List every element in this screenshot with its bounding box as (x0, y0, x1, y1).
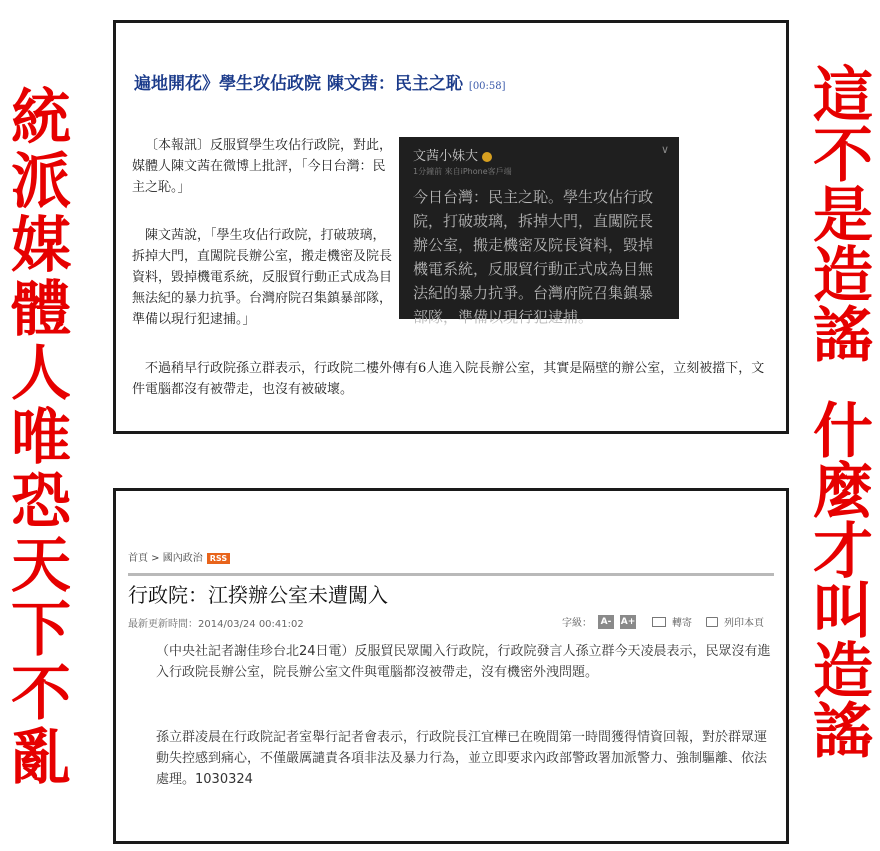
article-tools (562, 614, 764, 629)
crown-icon (482, 152, 492, 162)
print-link[interactable]: 列印本頁 (724, 618, 764, 629)
rss-icon[interactable]: RSS (207, 553, 230, 564)
bottom-article-title: 行政院：江揆辦公室未遭闖入 (128, 583, 388, 607)
right-banner-char: 麼 (813, 457, 873, 527)
bottom-article-paragraph-1: （中央社記者謝佳珍台北24日電）反服貿民眾闖入行政院，行政院發言人孫立群今天凌晨表示，民眾沒有進入行政院長辦公室，院長辦公室文件與電腦都沒被帶走，沒有機密外洩問題。 (156, 644, 771, 680)
top-article-paragraph-3: 不過稍早行政院孫立群表示，行政院二樓外傳有6人進入院長辦公室，其實是隔壁的辦公室，立刻被擋下，文件電腦都沒有被帶走，也沒有被破壞。 (132, 361, 765, 397)
font-increase-button[interactable]: A+ (620, 616, 636, 627)
right-banner-char: 造 (813, 241, 873, 311)
headline-text: 遍地開花》學生攻佔政院 陳文茜：民主之恥 (134, 74, 463, 94)
title-divider (128, 573, 774, 576)
left-banner-char: 體 (11, 275, 71, 345)
breadcrumb-text[interactable]: 首頁 > 國內政治 (128, 553, 203, 564)
top-article-headline[interactable] (134, 69, 506, 94)
font-decrease-button[interactable]: A- (598, 615, 614, 629)
left-banner-char: 人 (11, 339, 71, 409)
left-banner-char: 不 (11, 659, 71, 729)
left-banner-char: 下 (11, 595, 71, 665)
left-banner-char: 恐 (11, 467, 71, 537)
printer-icon[interactable] (706, 617, 718, 627)
right-banner-char: 這 (813, 61, 873, 131)
right-banner-char: 什 (813, 397, 873, 467)
weibo-screenshot (399, 137, 679, 326)
left-banner-char: 媒 (11, 211, 71, 281)
breadcrumb (128, 549, 230, 564)
weibo-meta: 1分鐘前 來自iPhone客戶端 (413, 167, 512, 176)
right-banner-char: 謠 (813, 301, 873, 371)
right-banner-char: 叫 (813, 577, 873, 647)
left-banner-char: 亂 (11, 723, 71, 793)
weibo-name-row (413, 145, 665, 164)
left-banner-char: 統 (11, 83, 71, 153)
top-article-panel (113, 20, 789, 434)
weibo-username: 文茜小妹大 (413, 149, 479, 164)
top-article-paragraph-2: 陳文茜說，「學生攻佔行政院，打破玻璃，拆掉大門，直闖院長辦公室，搬走機密及院長資料，毀掉機電系統，反服貿行動正式成為目無法紀的暴力抗爭。台灣府院召集鎮暴部隊，準備以現行犯逮捕。」 (132, 228, 393, 327)
bottom-article-paragraph-2: 孫立群凌晨在行政院記者室舉行記者會表示，行政院長江宜樺已在晚間第一時間獲得情資回報，對於群眾運動失控感到痛心，不僅嚴厲譴責各項非法及暴力行為，並立即要求內政部警政署加派警力、強制驅離、依法處理。1030324 (156, 730, 768, 787)
right-banner (806, 61, 880, 767)
left-banner-char: 唯 (11, 403, 71, 473)
right-banner-char: 謠 (813, 697, 873, 767)
right-banner-char: 造 (813, 637, 873, 707)
right-banner-char: 是 (813, 181, 873, 251)
weibo-body: 今日台灣：民主之恥。學生攻佔行政院，打破玻璃，拆掉大門，直闖院長辦公室，搬走機密及院長資料，毀掉機電系統，反服貿行動正式成為目無法紀的暴力抗爭。台灣府院召集鎮暴部隊，準備以現行犯逮捕。 (413, 188, 654, 326)
left-banner-char: 派 (11, 147, 71, 217)
left-banner (4, 83, 78, 793)
left-banner-char: 天 (11, 531, 71, 601)
chevron-down-icon: ∨ (660, 143, 669, 156)
bottom-article-panel (113, 488, 789, 844)
updated-time: 最新更新時間：2014/03/24 00:41:02 (128, 619, 304, 630)
forward-link[interactable]: 轉寄 (672, 618, 692, 629)
top-article-paragraph-1: 〔本報訊〕反服貿學生攻佔行政院，對此，媒體人陳文茜在微博上批評，「今日台灣：民主之恥。」 (132, 138, 393, 195)
font-size-label: 字級： (562, 618, 592, 629)
video-time: [00:58] (468, 81, 506, 92)
mail-icon[interactable] (652, 617, 666, 627)
right-banner-char: 不 (813, 121, 873, 191)
right-banner-char: 才 (813, 517, 873, 587)
